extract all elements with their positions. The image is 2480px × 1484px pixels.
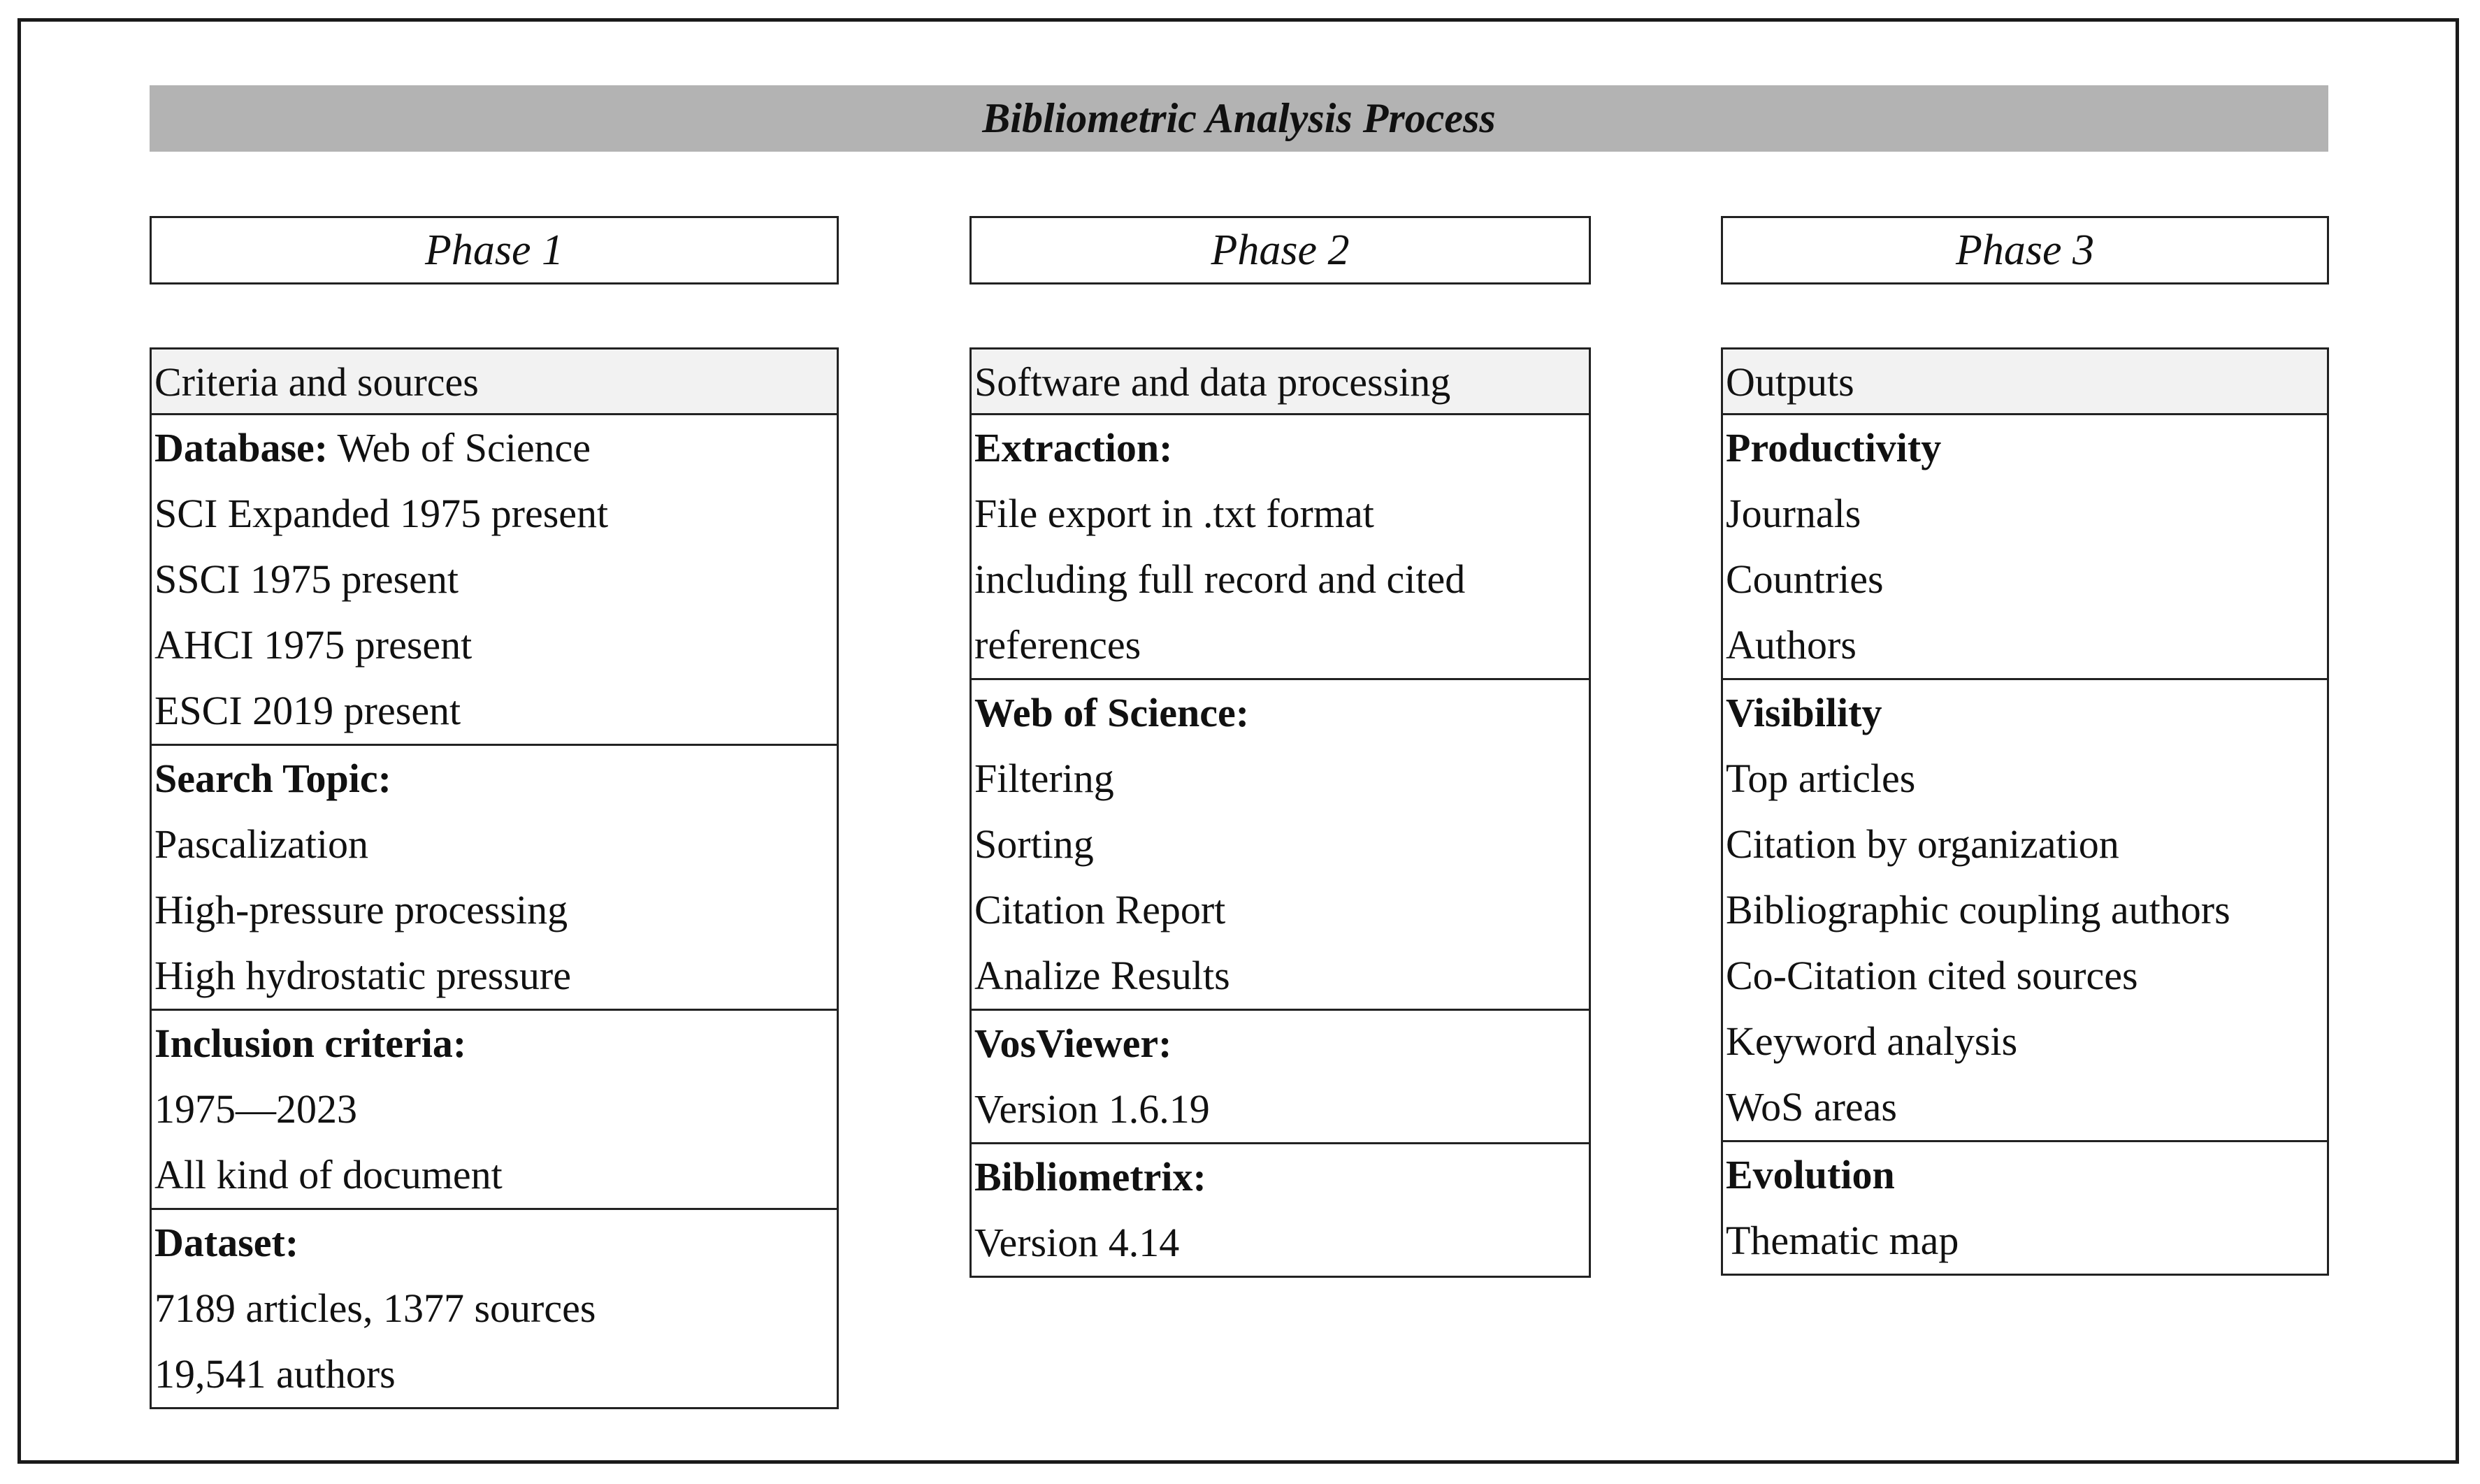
list-item: Journals: [1726, 491, 1861, 536]
list-item: Authors: [1726, 622, 1857, 668]
section-database: [152, 415, 837, 746]
list-item: Bibliographic coupling authors: [1726, 887, 2230, 932]
list-item: Sorting: [974, 821, 1094, 867]
phase-3-label: Phase 3: [1721, 216, 2329, 284]
list-item: AHCI 1975 present: [154, 622, 473, 668]
list-item: Citation Report: [974, 887, 1226, 932]
list-item: Version 4.14: [974, 1220, 1180, 1265]
section-extraction: [972, 415, 1589, 680]
phase-2-label: Phase 2: [969, 216, 1591, 284]
list-item: 1975—2023: [154, 1086, 357, 1132]
phase-2-column: [969, 347, 1591, 1278]
phase-1-header: Criteria and sources: [152, 350, 837, 415]
section-web-of-science: [972, 680, 1589, 1011]
section-productivity: [1723, 415, 2327, 680]
list-item: Keyword analysis: [1726, 1018, 2018, 1064]
section-search-topic: [152, 746, 837, 1011]
section-heading: Inclusion criteria:: [154, 1021, 467, 1066]
list-item: Filtering: [974, 756, 1114, 801]
section-vosviewer: [972, 1011, 1589, 1144]
list-item: Version 1.6.19: [974, 1086, 1210, 1132]
list-item: references: [974, 622, 1141, 668]
section-heading: Visibility: [1726, 690, 1882, 735]
list-item: Thematic map: [1726, 1218, 1959, 1263]
section-heading: Extraction:: [974, 425, 1173, 470]
list-item: including full record and cited: [974, 556, 1466, 602]
list-item: Citation by organization: [1726, 821, 2119, 867]
list-item: SCI Expanded 1975 present: [154, 491, 609, 536]
phase-1-column: [150, 347, 839, 1409]
section-inclusion-criteria: [152, 1011, 837, 1210]
heading-bold: Database:: [154, 425, 329, 470]
list-item: File export in .txt format: [974, 491, 1374, 536]
diagram-title: Bibliometric Analysis Process: [150, 85, 2328, 152]
list-item: ESCI 2019 present: [154, 688, 461, 733]
list-item: High-pressure processing: [154, 887, 568, 932]
heading-suffix: Web of Science: [328, 425, 591, 470]
list-item: Co-Citation cited sources: [1726, 953, 2138, 998]
section-evolution: [1723, 1142, 2327, 1274]
phase-3-column: [1721, 347, 2329, 1276]
phase-1-label: Phase 1: [150, 216, 839, 284]
section-heading: Evolution: [1726, 1152, 1895, 1197]
list-item: 7189 articles, 1377 sources: [154, 1285, 596, 1331]
phase-3-header: Outputs: [1723, 350, 2327, 415]
section-heading: Search Topic:: [154, 756, 391, 801]
list-item: WoS areas: [1726, 1084, 1897, 1130]
list-item: Pascalization: [154, 821, 369, 867]
section-heading: [152, 415, 837, 481]
list-item: Analize Results: [974, 953, 1230, 998]
list-item: Countries: [1726, 556, 1884, 602]
section-heading: Bibliometrix:: [974, 1154, 1206, 1200]
section-heading: Dataset:: [154, 1220, 299, 1265]
section-heading: VosViewer:: [974, 1021, 1172, 1066]
section-heading: Productivity: [1726, 425, 1942, 470]
list-item: Top articles: [1726, 756, 1916, 801]
phase-2-header: Software and data processing: [972, 350, 1589, 415]
section-visibility: [1723, 680, 2327, 1142]
list-item: SSCI 1975 present: [154, 556, 459, 602]
list-item: All kind of document: [154, 1152, 503, 1197]
section-heading: Web of Science:: [974, 690, 1250, 735]
list-item: High hydrostatic pressure: [154, 953, 571, 998]
section-dataset: [152, 1210, 837, 1407]
list-item: 19,541 authors: [154, 1351, 396, 1397]
section-bibliometrix: [972, 1144, 1589, 1276]
